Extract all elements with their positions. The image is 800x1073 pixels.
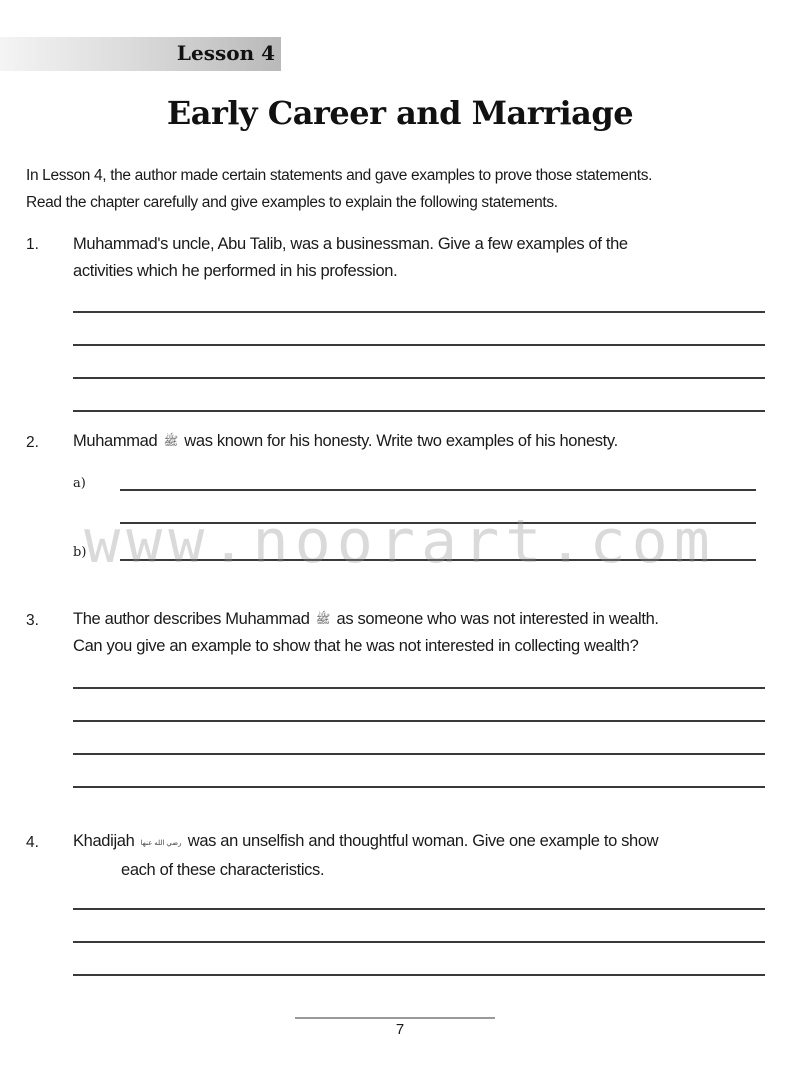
- sub-item-a-label: a): [73, 476, 86, 491]
- watermark: www.noorart.com: [84, 507, 716, 577]
- answer-line-3-2[interactable]: [73, 720, 765, 722]
- answer-line-2a-1[interactable]: [120, 489, 756, 491]
- question-2-statement: was known for his honesty. Write two examples of his honesty.: [184, 432, 618, 450]
- honorific-icon: ﷺ: [315, 612, 331, 626]
- honorific-icon: ﷺ: [163, 434, 179, 448]
- answer-line-4-2[interactable]: [73, 941, 765, 943]
- question-3-line-1-pre: The author describes Muhammad: [73, 610, 310, 628]
- footer-rule: [295, 1017, 495, 1019]
- question-4-line-2: each of these characteristics.: [121, 861, 325, 879]
- question-1-number: 1.: [26, 236, 39, 253]
- page-title: Early Career and Marriage: [166, 94, 634, 132]
- question-3-text: [73, 606, 659, 660]
- question-1-line-2: activities which he performed in his profession.: [73, 262, 398, 280]
- answer-line-1-1[interactable]: [73, 311, 765, 313]
- answer-line-3-4[interactable]: [73, 786, 765, 788]
- lesson-banner: [0, 37, 281, 71]
- question-4-line-1-pre: Khadijah: [73, 832, 135, 850]
- answer-line-1-4[interactable]: [73, 410, 765, 412]
- question-3-line-1: [73, 606, 659, 633]
- question-1-text: [73, 231, 628, 285]
- question-3-number: 3.: [26, 612, 39, 629]
- question-1-line-1: Muhammad's uncle, Abu Talib, was a businessman. Give a few examples of the: [73, 235, 628, 253]
- question-2-text: [73, 428, 618, 455]
- question-3-line-2: Can you give an example to show that he was not interested in collecting wealth?: [73, 637, 639, 655]
- answer-line-3-1[interactable]: [73, 687, 765, 689]
- answer-line-3-3[interactable]: [73, 753, 765, 755]
- question-4-line-1-post: was an unselfish and thoughtful woman. Give one example to show: [187, 832, 659, 850]
- sub-item-b-label: b): [73, 545, 87, 560]
- question-4-text: [73, 828, 658, 884]
- question-3-line-1-post: as someone who was not interested in wealth.: [336, 610, 659, 628]
- instructions-line-1: In Lesson 4, the author made certain statements and gave examples to prove those statements.: [26, 167, 653, 184]
- answer-line-4-3[interactable]: [73, 974, 765, 976]
- instructions-line-2: Read the chapter carefully and give examples to explain the following statements.: [26, 194, 558, 211]
- answer-line-1-2[interactable]: [73, 344, 765, 346]
- question-2-subject: Muhammad: [73, 432, 158, 450]
- instructions: [26, 162, 786, 216]
- question-4-line-1: [73, 828, 658, 857]
- lesson-label: Lesson 4: [176, 41, 275, 65]
- question-4-number: 4.: [26, 834, 39, 851]
- question-2-number: 2.: [26, 434, 39, 451]
- page-number: 7: [395, 1021, 405, 1038]
- answer-line-4-1[interactable]: [73, 908, 765, 910]
- honorific-icon: رضي الله عنها: [140, 840, 182, 847]
- answer-line-1-3[interactable]: [73, 377, 765, 379]
